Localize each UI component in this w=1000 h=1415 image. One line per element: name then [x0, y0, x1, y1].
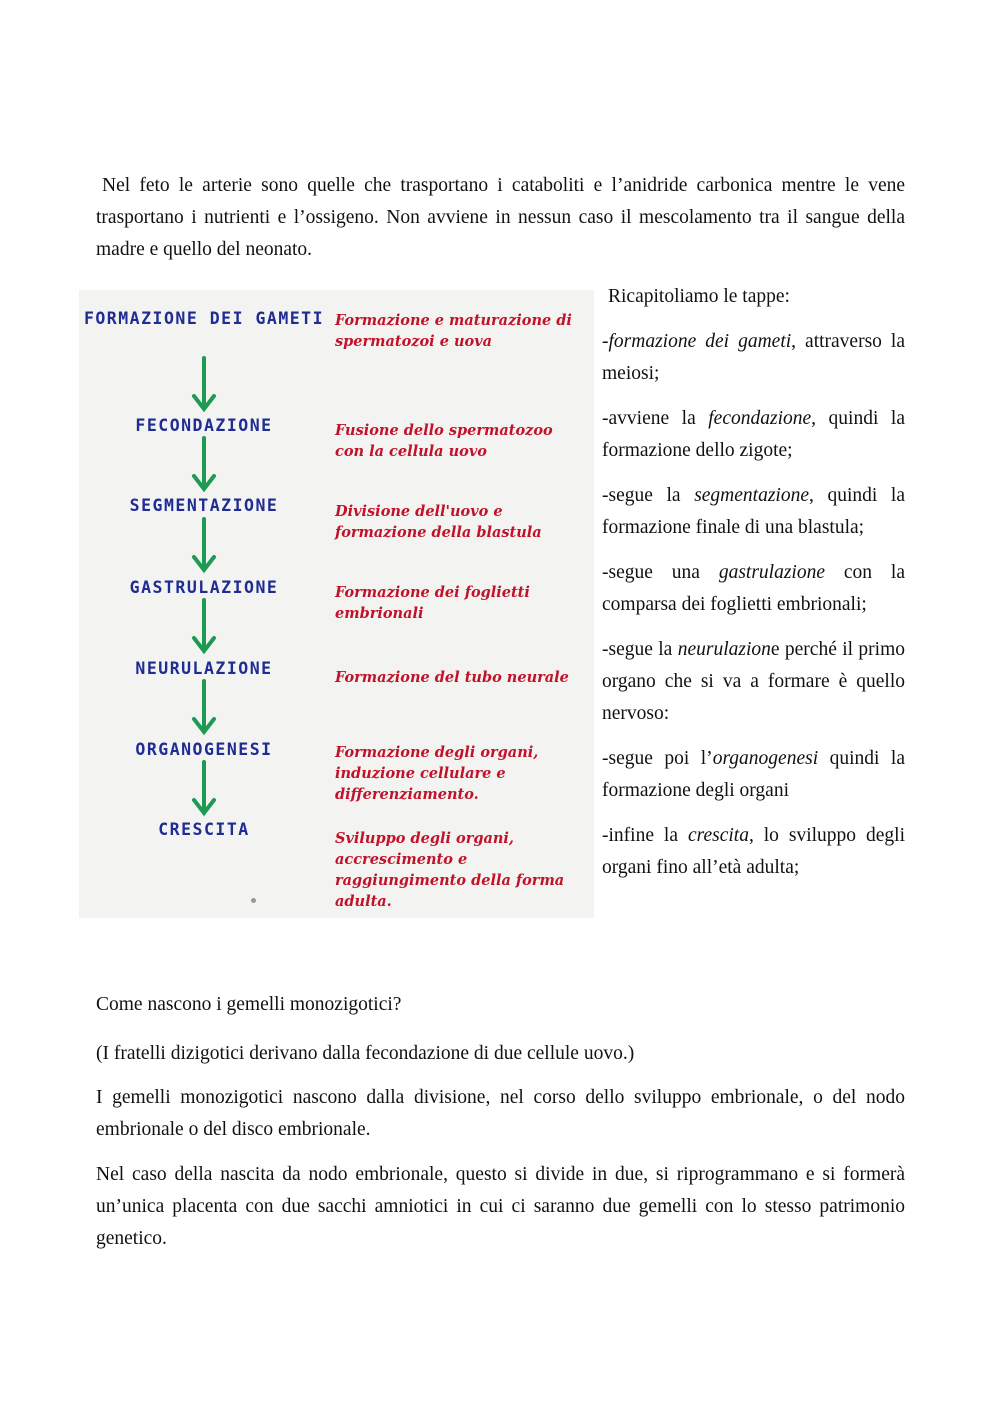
note-segmentation: Divisione dell'uovo e formazione della blastula [335, 503, 542, 541]
down-arrow-icon [79, 436, 329, 496]
down-arrow-icon [79, 679, 329, 739]
intro-paragraph: Nel feto le arterie sono quelle che trasportano i cataboliti e l’anidride carbonica mentre le vene trasportano i nutrienti e l’ossigeno. Non avviene in nessun caso il mescolamento tra il sangue della madre e quello del neonato. [96, 175, 905, 260]
down-arrow-icon [79, 598, 329, 658]
stage-fertilization: FECONDAZIONE [135, 416, 273, 435]
recap-item: -segue la segmentazione, quindi la formazione finale di una blastula; [602, 485, 905, 538]
twins-paragraph-1: I gemelli monozigotici nascono dalla divisione, nel corso dello sviluppo embrionale, o del nodo embrionale o del disco embrionale. [96, 1087, 905, 1140]
stage-organogenesis: ORGANOGENESI [135, 740, 273, 759]
recap-item: -segue poi l’organogenesi quindi la formazione degli organi [602, 748, 905, 801]
recap-item: -formazione dei gameti, attraverso la meiosi; [602, 331, 905, 384]
down-arrow-icon [79, 356, 329, 416]
recap-item: -infine la crescita, lo sviluppo degli organi fino all’età adulta; [602, 825, 905, 878]
recap-item: -segue la neurulazione perché il primo organo che si va a formare è quello nervoso: [602, 639, 906, 724]
stage-gastrulation: GASTRULAZIONE [129, 578, 279, 597]
recap-title: Ricapitoliamo le tappe: [608, 286, 790, 307]
note-gamete-formation: Formazione e maturazione di spermatozoi e uova [335, 312, 572, 350]
twins-aside: (I fratelli dizigotici derivano dalla fecondazione di due cellule uovo.) [96, 1043, 635, 1064]
recap-item: -segue una gastrulazione con la comparsa dei foglietti embrionali; [602, 562, 905, 615]
note-neurulation: Formazione del tubo neurale [335, 669, 569, 686]
note-gastrulation: Formazione dei foglietti embrionali [335, 584, 530, 622]
recap-item: -avviene la fecondazione, quindi la formazione dello zigote; [602, 408, 905, 461]
stage-gamete-formation [79, 307, 329, 331]
note-organogenesis: Formazione degli organi, induzione cellulare e differenziamento. [335, 744, 539, 803]
stage-label: FORMAZIONE DEI GAMETI [83, 309, 325, 328]
stage-growth: CRESCITA [158, 820, 250, 839]
stage-neurulation: NEURULAZIONE [135, 659, 273, 678]
note-growth: Sviluppo degli organi, accrescimento e raggiungimento della forma adulta. [335, 830, 565, 910]
embryo-development-figure [79, 290, 594, 918]
recap-list [602, 281, 905, 897]
speck-dot [251, 898, 256, 903]
stage-segmentation: SEGMENTAZIONE [129, 496, 279, 515]
down-arrow-icon [79, 760, 329, 820]
twins-paragraph-2: Nel caso della nascita da nodo embrionale, questo si divide in due, si riprogrammano e si formerà un’unica placenta con due sacchi amniotici in cui ci saranno due gemelli con lo stesso patrimonio genetico. [96, 1164, 905, 1249]
twins-question: Come nascono i gemelli monozigotici? [96, 994, 402, 1015]
note-fertilization: Fusione dello spermatozoo con la cellula uovo [335, 422, 553, 460]
down-arrow-icon [79, 517, 329, 577]
